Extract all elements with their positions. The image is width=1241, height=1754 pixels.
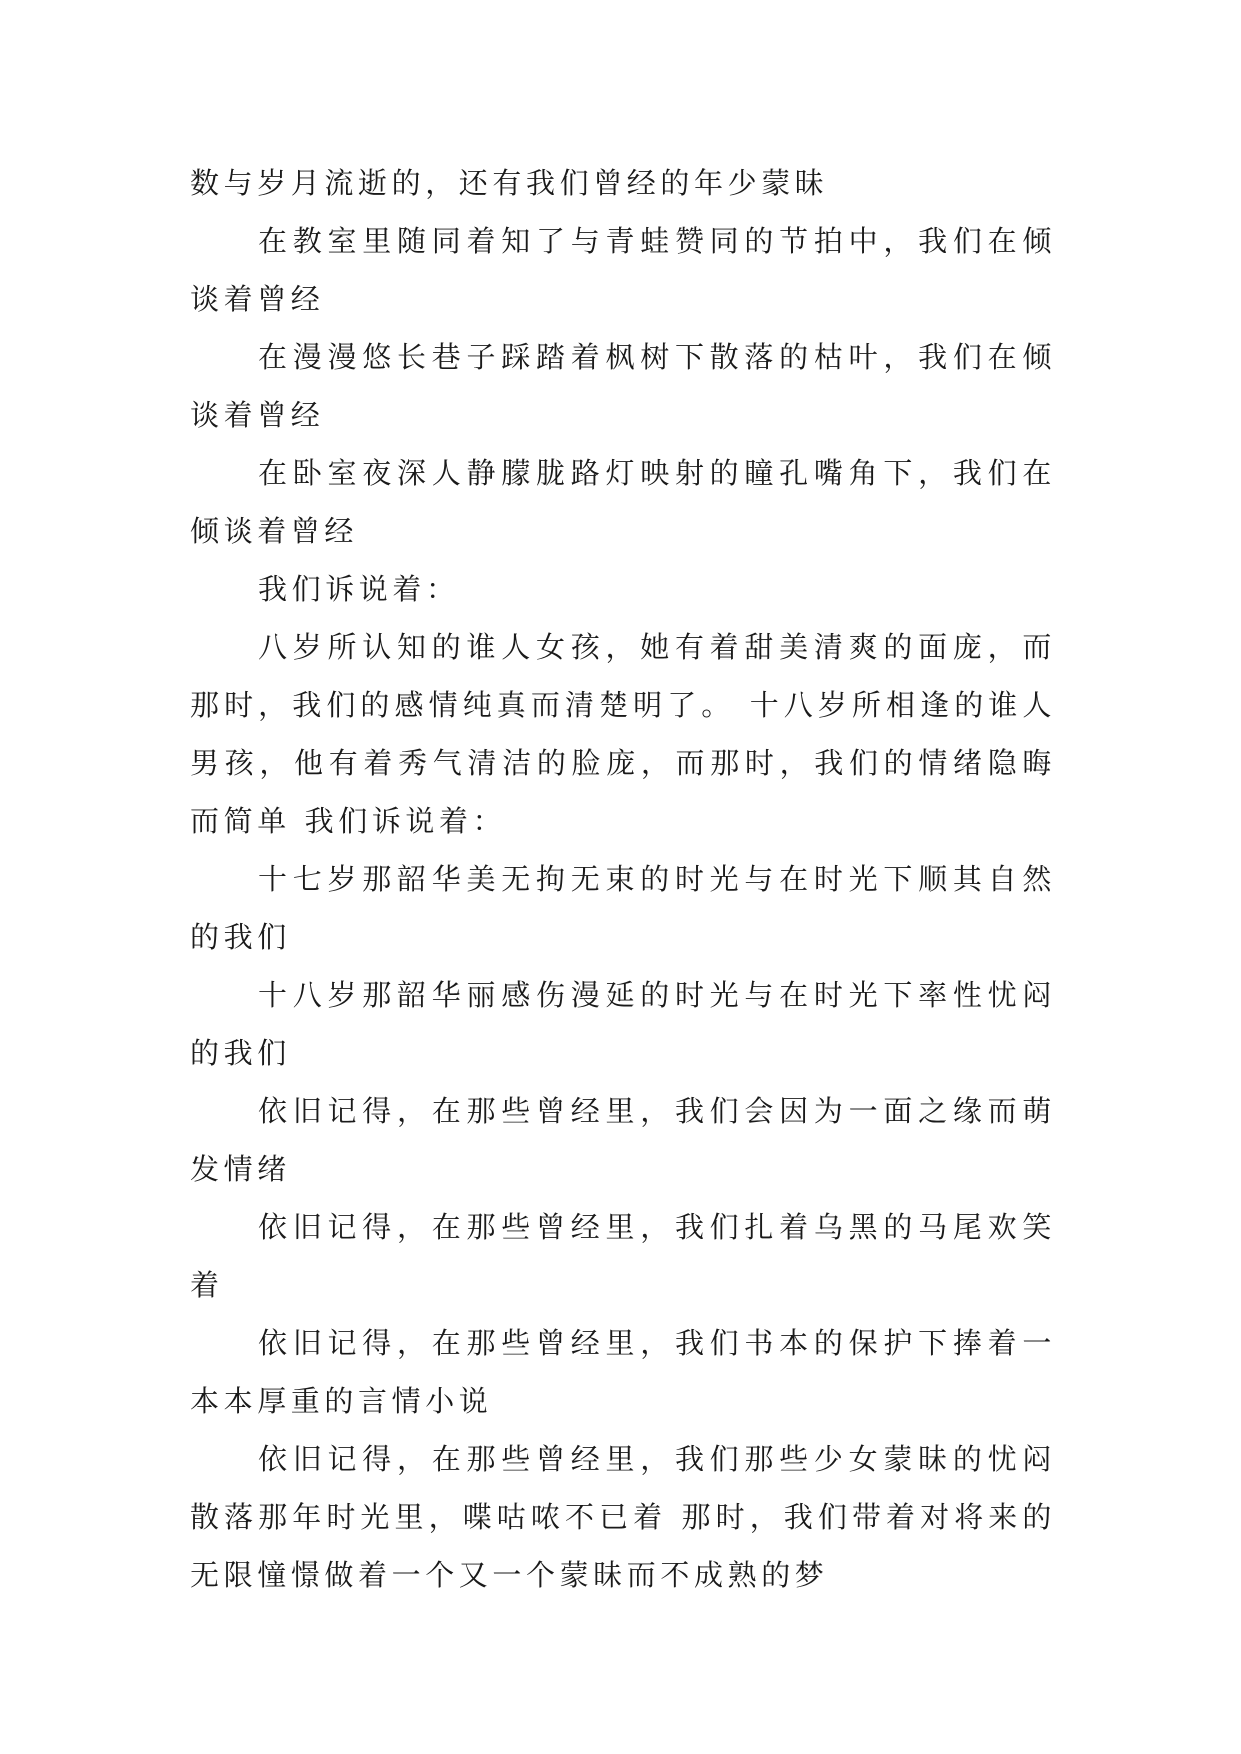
paragraph: 十八岁那韶华丽感伤漫延的时光与在时光下率性忧闷的我们 (190, 978, 1056, 1070)
document-body (190, 154, 1056, 1604)
paragraph: 依旧记得，在那些曾经里，我们会因为一面之缘而萌发情绪 (190, 1094, 1056, 1186)
paragraph: 十七岁那韶华美无拘无束的时光与在时光下顺其自然的我们 (190, 862, 1056, 954)
paragraph: 在教室里随同着知了与青蛙赞同的节拍中，我们在倾谈着曾经 (190, 224, 1056, 316)
paragraph: 依旧记得，在那些曾经里，我们书本的保护下捧着一本本厚重的言情小说 (190, 1326, 1056, 1418)
paragraph: 我们诉说着： (258, 572, 460, 606)
paragraph: 依旧记得，在那些曾经里，我们扎着乌黑的马尾欢笑着 (190, 1210, 1056, 1302)
paragraph-continuation: 数与岁月流逝的，还有我们曾经的年少蒙昧 (190, 166, 829, 200)
paragraph: 八岁所认知的谁人女孩，她有着甜美清爽的面庞，而那时，我们的感情纯真而清楚明了。 十八岁所相逢的谁人男孩，他有着秀气清洁的脸庞，而那时，我们的情绪隐晦而简单 我们诉说着： (190, 630, 1056, 838)
paragraph: 依旧记得，在那些曾经里，我们那些少女蒙昧的忧闷散落那年时光里，喋咕哝不已着 那时，我们带着对将来的无限憧憬做着一个又一个蒙昧而不成熟的梦 (190, 1442, 1056, 1592)
paragraph: 在漫漫悠长巷子踩踏着枫树下散落的枯叶，我们在倾谈着曾经 (190, 340, 1056, 432)
paragraph: 在卧室夜深人静朦胧路灯映射的瞳孔嘴角下，我们在倾谈着曾经 (190, 456, 1056, 548)
